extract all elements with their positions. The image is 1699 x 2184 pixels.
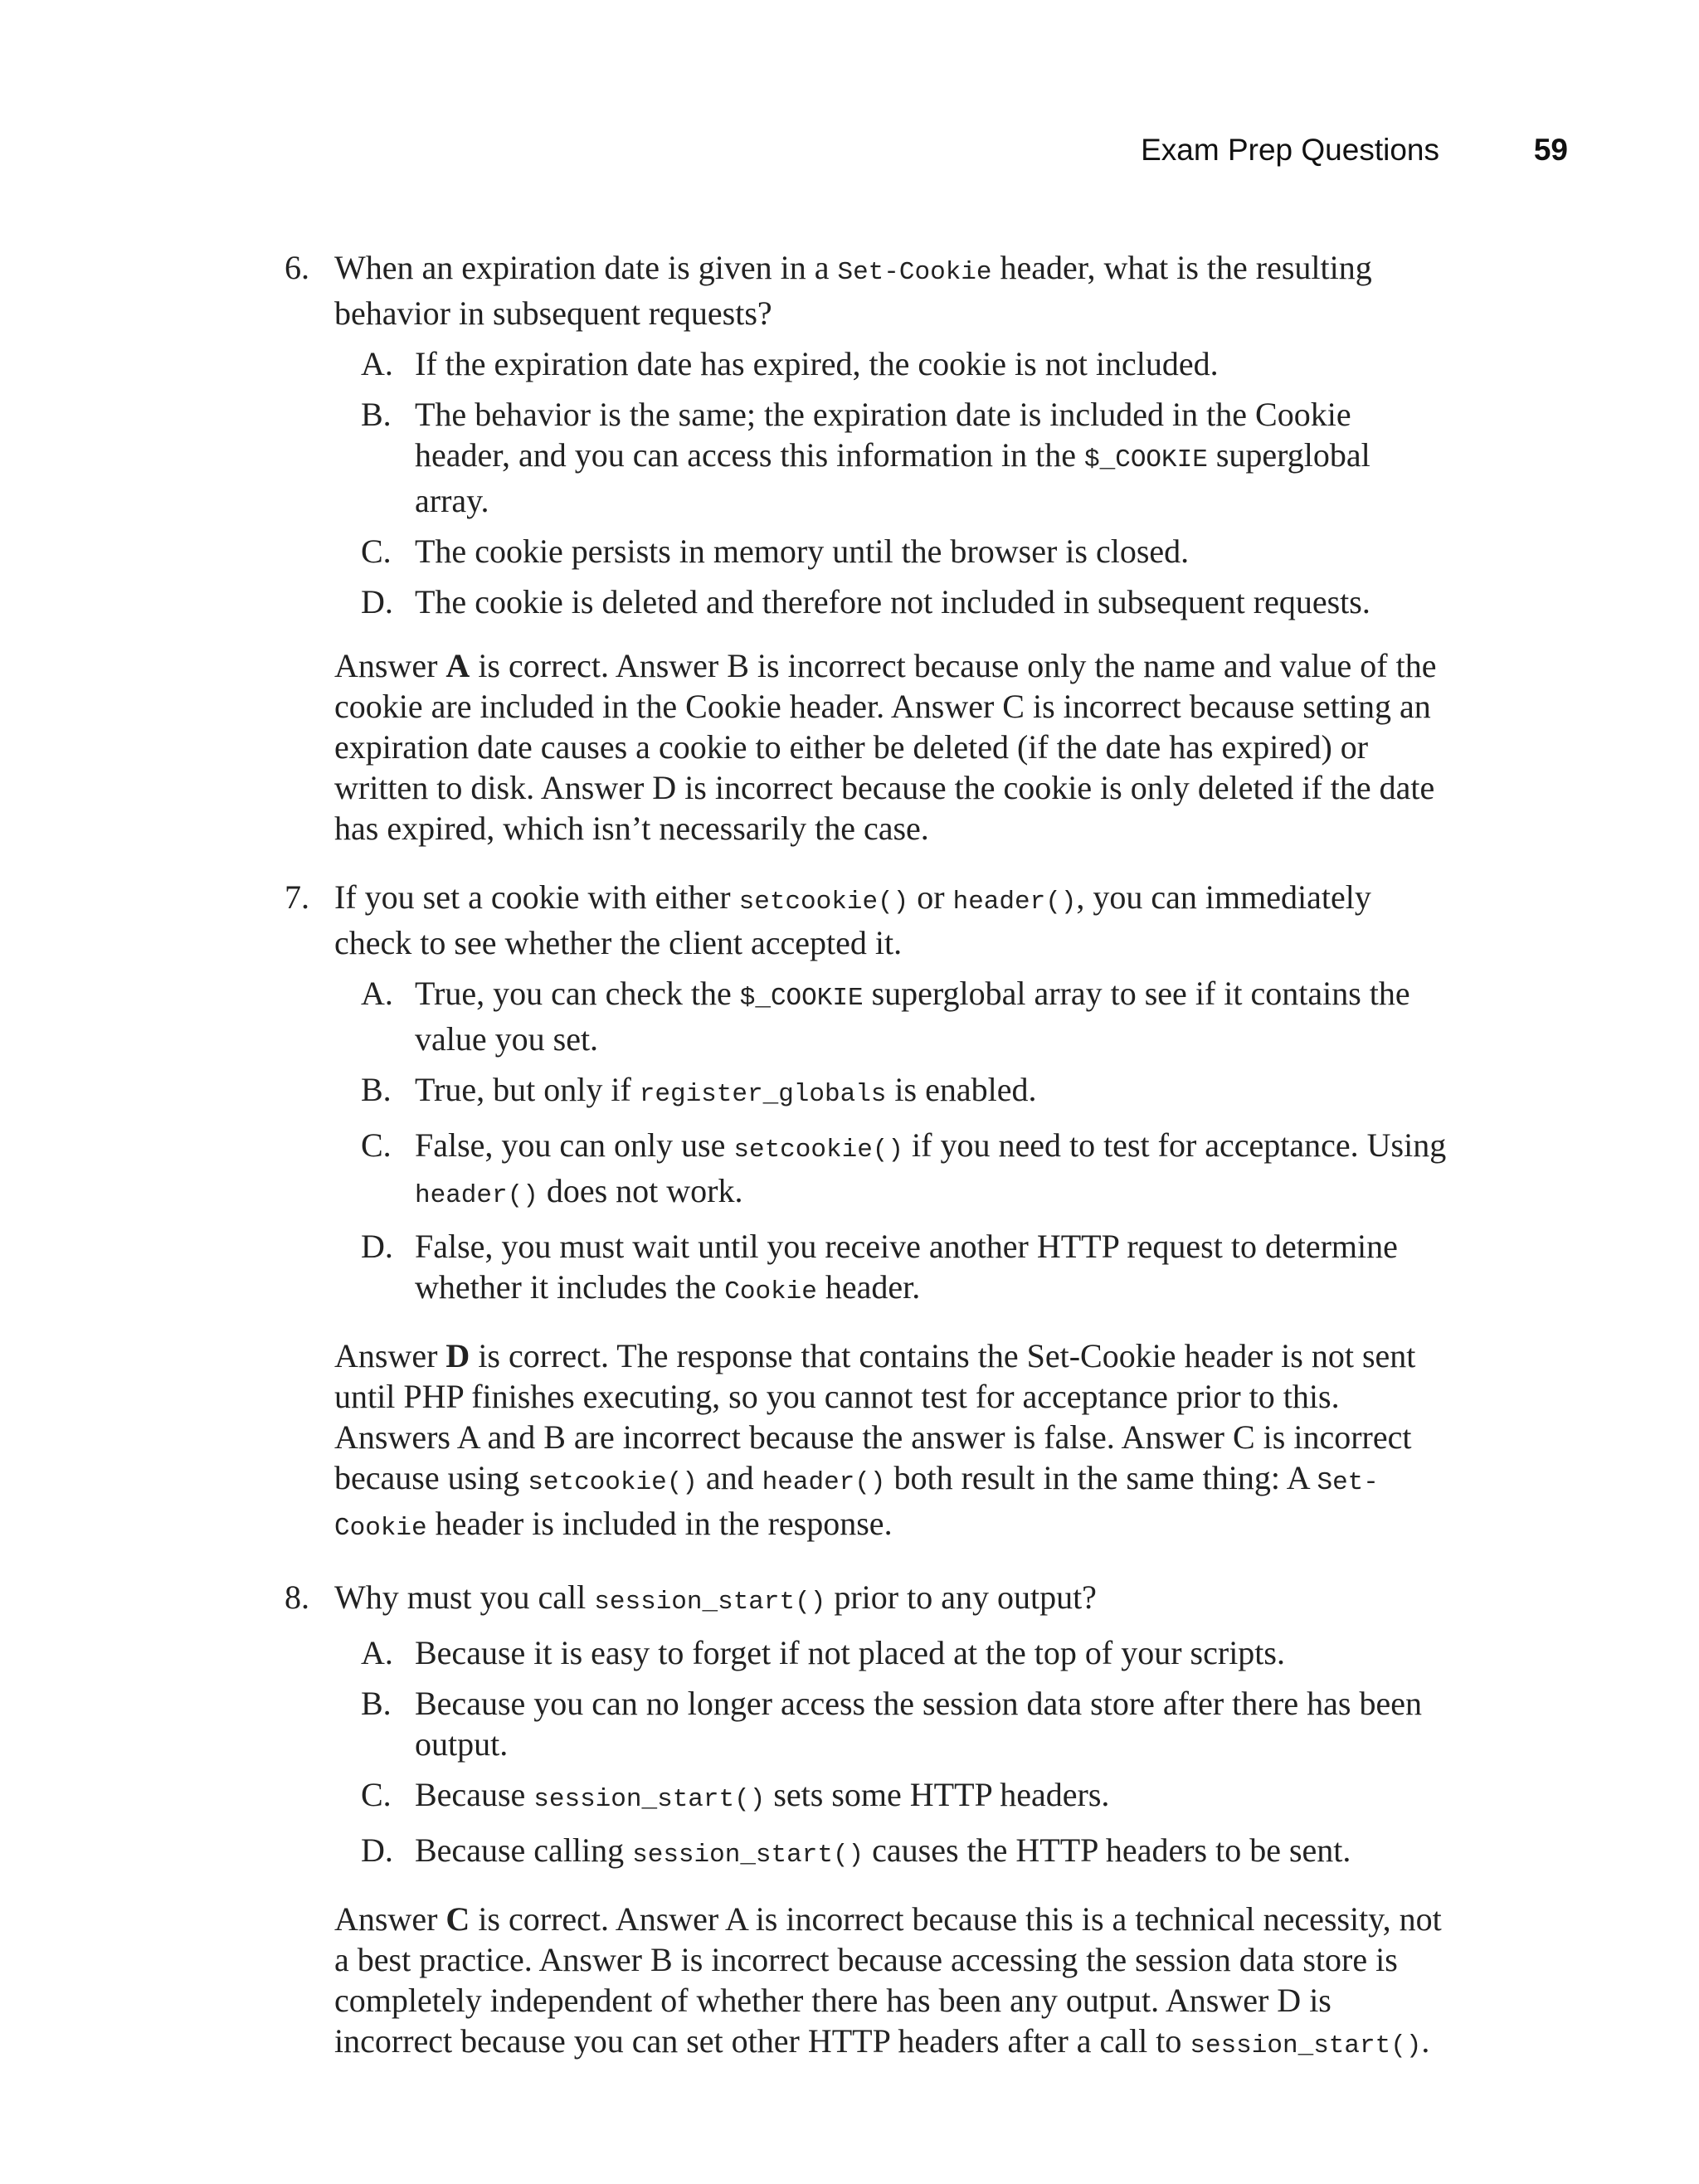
- text-run: When an expiration date is given in a: [334, 249, 838, 286]
- option-letter: C.: [361, 1126, 392, 1164]
- answer-letter: A: [445, 647, 470, 684]
- option-letter: A.: [361, 975, 393, 1012]
- option-text: [415, 1226, 1452, 1312]
- text-run: prior to any output?: [825, 1578, 1097, 1616]
- text-run: is correct. The response that contains the Set-Cookie header is not sent until PHP finishes executing, so you cannot test for acceptance prior to this. Answers A and B are incorrect because the answer is false. Answer C is incorrect because using: [334, 1337, 1416, 1496]
- text-run: True, but only if: [415, 1071, 640, 1108]
- option-text: [415, 973, 1452, 1059]
- option-c: [0, 1774, 1699, 1820]
- question-number: 8.: [285, 1578, 309, 1616]
- option-d: [0, 581, 1699, 622]
- text-run: The behavior is the same; the expiration date is included in the Cookie header, and you can access this information in the: [415, 396, 1351, 474]
- inline-code: Set-Cookie: [837, 258, 992, 287]
- inline-code: $_COOKIE: [1084, 445, 1208, 474]
- text-run: header is included in the response.: [426, 1505, 893, 1542]
- text-run: if you need to test for acceptance. Using: [903, 1126, 1447, 1164]
- option-letter: B.: [361, 1071, 392, 1108]
- text-run: superglobal array to see if it contains the value you set.: [415, 975, 1410, 1058]
- option-c: [0, 1125, 1699, 1216]
- inline-code: Cookie: [724, 1277, 817, 1306]
- option-b: [0, 1683, 1699, 1764]
- running-header-title: Exam Prep Questions: [1141, 133, 1439, 167]
- option-a: [0, 973, 1699, 1059]
- option-a: [0, 1632, 1699, 1673]
- text-run: True, you can check the: [415, 975, 740, 1012]
- question-text: [334, 247, 1454, 333]
- answer-explanation: [334, 1335, 1454, 1549]
- option-text: [415, 1632, 1452, 1673]
- option-b: [0, 394, 1699, 521]
- option-letter: C.: [361, 1776, 392, 1813]
- option-d: [0, 1830, 1699, 1875]
- inline-code: setcookie(): [528, 1468, 698, 1497]
- answer-letter: D: [445, 1337, 470, 1374]
- option-a: [0, 343, 1699, 384]
- answer-options: [0, 1632, 1699, 1875]
- answer-letter: C: [445, 1900, 470, 1938]
- text-run: or: [908, 878, 953, 916]
- text-run: False, you can only use: [415, 1126, 734, 1164]
- inline-code: Set-Cookie: [334, 1468, 1379, 1543]
- text-run: Because it is easy to forget if not placed at the top of your scripts.: [415, 1634, 1285, 1671]
- text-run: Why must you call: [334, 1578, 595, 1616]
- text-run: Because you can no longer access the session data store after there has been output.: [415, 1685, 1422, 1763]
- text-run: Because calling: [415, 1831, 633, 1869]
- option-text: [415, 343, 1452, 384]
- text-run: and: [697, 1459, 762, 1496]
- option-letter: A.: [361, 1634, 393, 1671]
- option-text: [415, 1774, 1452, 1820]
- text-run: both result in the same thing: A: [885, 1459, 1317, 1496]
- answer-options: [0, 973, 1699, 1312]
- text-run: is correct. Answer A is incorrect because this is a technical necessity, not a best practice. Answer B is incorrect because accessing the session data store is completely independent of whether there has been any output. Answer D is incorrect because you can set other HTTP headers after a call to: [334, 1900, 1442, 2060]
- question-7: [0, 877, 1699, 1549]
- option-b: [0, 1069, 1699, 1115]
- question-spacer: [0, 1549, 1699, 1577]
- option-text: [415, 1683, 1452, 1764]
- question-text: [334, 877, 1454, 963]
- text-run: The cookie is deleted and therefore not included in subsequent requests.: [415, 583, 1370, 620]
- question-number: 7.: [285, 878, 309, 916]
- inline-code: $_COOKIE: [739, 984, 864, 1013]
- text-run: does not work.: [538, 1172, 743, 1209]
- answer-explanation: [334, 1899, 1454, 2066]
- inline-code: register_globals: [639, 1080, 887, 1109]
- option-letter: D.: [361, 583, 393, 620]
- option-letter: A.: [361, 345, 393, 382]
- inline-code: setcookie(): [738, 888, 909, 917]
- option-c: [0, 531, 1699, 572]
- question-8: [0, 1577, 1699, 2066]
- text-run: is enabled.: [886, 1071, 1037, 1108]
- option-text: [415, 1125, 1452, 1216]
- option-letter: B.: [361, 1685, 392, 1722]
- text-run: header.: [816, 1268, 921, 1306]
- inline-code: header(): [415, 1181, 538, 1210]
- text-run: Answer: [334, 647, 446, 684]
- question-spacer: [0, 849, 1699, 877]
- inline-code: header(): [952, 888, 1077, 917]
- option-text: [415, 1830, 1452, 1875]
- option-text: [415, 531, 1452, 572]
- option-d: [0, 1226, 1699, 1312]
- option-letter: C.: [361, 533, 392, 570]
- text-run: .: [1421, 2022, 1430, 2060]
- option-text: [415, 1069, 1452, 1115]
- page-number: 59: [1533, 133, 1568, 167]
- option-letter: D.: [361, 1831, 393, 1869]
- question-text: [334, 1577, 1454, 1622]
- inline-code: header(): [762, 1468, 886, 1497]
- page-content: [0, 247, 1699, 2066]
- text-run: sets some HTTP headers.: [765, 1776, 1110, 1813]
- question-6: [0, 247, 1699, 849]
- option-letter: D.: [361, 1228, 393, 1265]
- text-run: header, what is the resulting behavior in subsequent requests?: [334, 249, 1372, 332]
- option-text: [415, 581, 1452, 622]
- text-run: Answer: [334, 1337, 446, 1374]
- text-run: If the expiration date has expired, the cookie is not included.: [415, 345, 1219, 382]
- question-number: 6.: [285, 249, 309, 286]
- answer-explanation: [334, 645, 1454, 849]
- inline-code: session_start(): [1190, 2031, 1422, 2060]
- inline-code: session_start(): [632, 1841, 864, 1870]
- text-run: causes the HTTP headers to be sent.: [864, 1831, 1351, 1869]
- text-run: , you can immediately check to see whether the client accepted it.: [334, 878, 1371, 961]
- text-run: If you set a cookie with either: [334, 878, 739, 916]
- inline-code: session_start(): [594, 1588, 826, 1617]
- text-run: The cookie persists in memory until the browser is closed.: [415, 533, 1190, 570]
- text-run: False, you must wait until you receive another HTTP request to determine whether it includes the: [415, 1228, 1398, 1306]
- option-text: [415, 394, 1452, 521]
- inline-code: session_start(): [533, 1785, 766, 1814]
- text-run: superglobal array.: [415, 436, 1370, 519]
- text-run: Because: [415, 1776, 534, 1813]
- inline-code: setcookie(): [733, 1136, 904, 1165]
- text-run: is correct. Answer B is incorrect because only the name and value of the cookie are included in the Cookie header. Answer C is incorrect because setting an expiration date causes a cookie to either be deleted (if the date has expired) or written to disk. Answer D is incorrect because the cookie is only deleted if the date has expired, which isn’t necessarily the case.: [334, 647, 1437, 847]
- answer-options: [0, 343, 1699, 622]
- text-run: Answer: [334, 1900, 446, 1938]
- option-letter: B.: [361, 396, 392, 433]
